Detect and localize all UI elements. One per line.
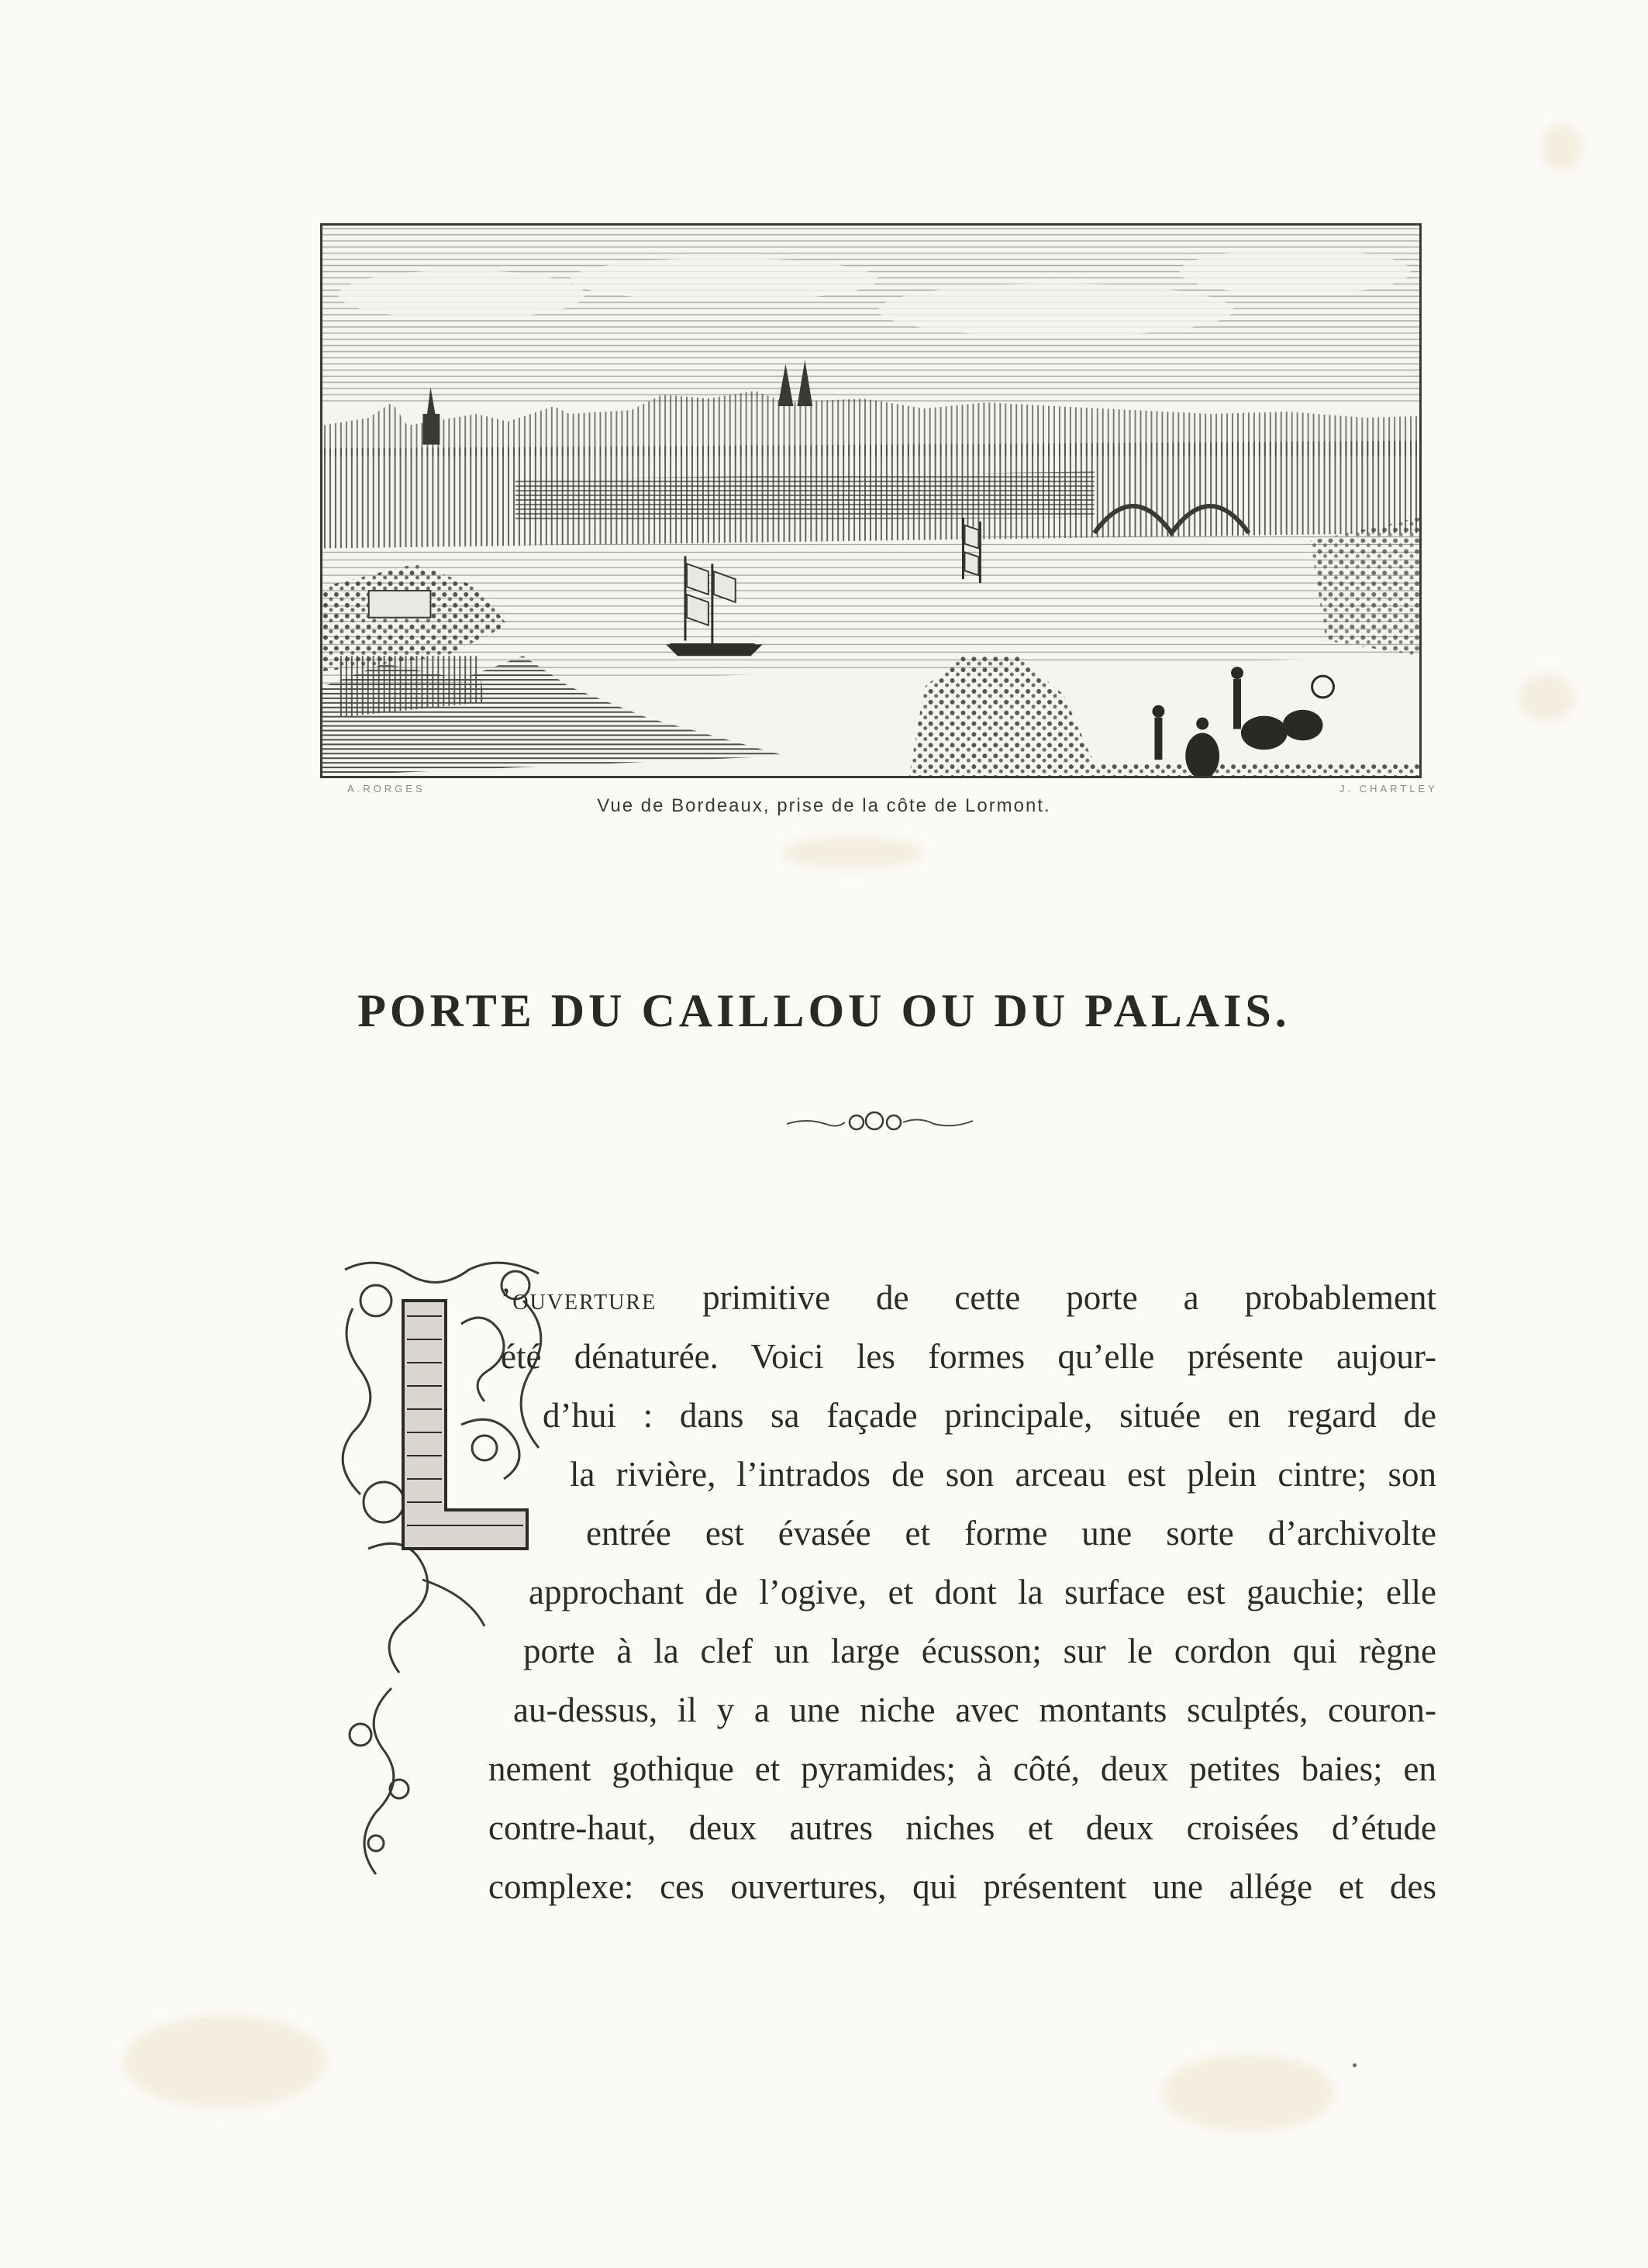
engraving-artist-credit: A.RORGES (347, 783, 426, 794)
body-line-5: entrée est évasée et forme une sorte d’archivolte (586, 1514, 1436, 1553)
body-line-2: été dénaturée. Voici les formes qu’elle présente aujour- (501, 1337, 1436, 1376)
foxing-spot (1163, 2054, 1333, 2132)
body-line-1 (501, 1277, 1436, 1318)
engraving-illustration (322, 226, 1419, 776)
first-line-text: primitive de cette porte a probablement (657, 1278, 1436, 1317)
body-line-7: porte à la clef un large écusson; sur le cordon qui règne (523, 1632, 1436, 1670)
engraving-view-of-bordeaux (320, 223, 1422, 778)
foxing-spot (1519, 674, 1574, 721)
foxing-spot (783, 837, 922, 868)
body-line-8: au-dessus, il y a une niche avec montants sculptés, couron- (513, 1691, 1436, 1729)
chapter-title: PORTE DU CAILLOU OU DU PALAIS. (357, 985, 1291, 1036)
body-line-3: d’hui : dans sa façade principale, située en regard de (543, 1396, 1436, 1435)
engraving-engraver-credit: J. CHARTLEY (1339, 783, 1438, 794)
first-word: ’ouverture (501, 1281, 657, 1316)
engraving-caption: Vue de Bordeaux, prise de la côte de Lormont. (597, 795, 1051, 816)
body-line-6: approchant de l’ogive, et dont la surface est gauchie; elle (529, 1573, 1436, 1611)
foxing-spot (124, 2015, 326, 2108)
body-line-11: complexe: ces ouvertures, qui présentent une allége et des (488, 1867, 1436, 1906)
body-line-10: contre-haut, deux autres niches et deux croisées d’étude (488, 1808, 1436, 1847)
decorative-ornament-icon (783, 1107, 977, 1138)
foxing-spot (1543, 124, 1581, 171)
body-line-4: la rivière, l’intrados de son arceau est plein cintre; son (570, 1455, 1436, 1494)
body-line-9: nement gothique et pyramides; à côté, deux petites baies; en (488, 1749, 1436, 1788)
ink-speck (1353, 2063, 1357, 2067)
